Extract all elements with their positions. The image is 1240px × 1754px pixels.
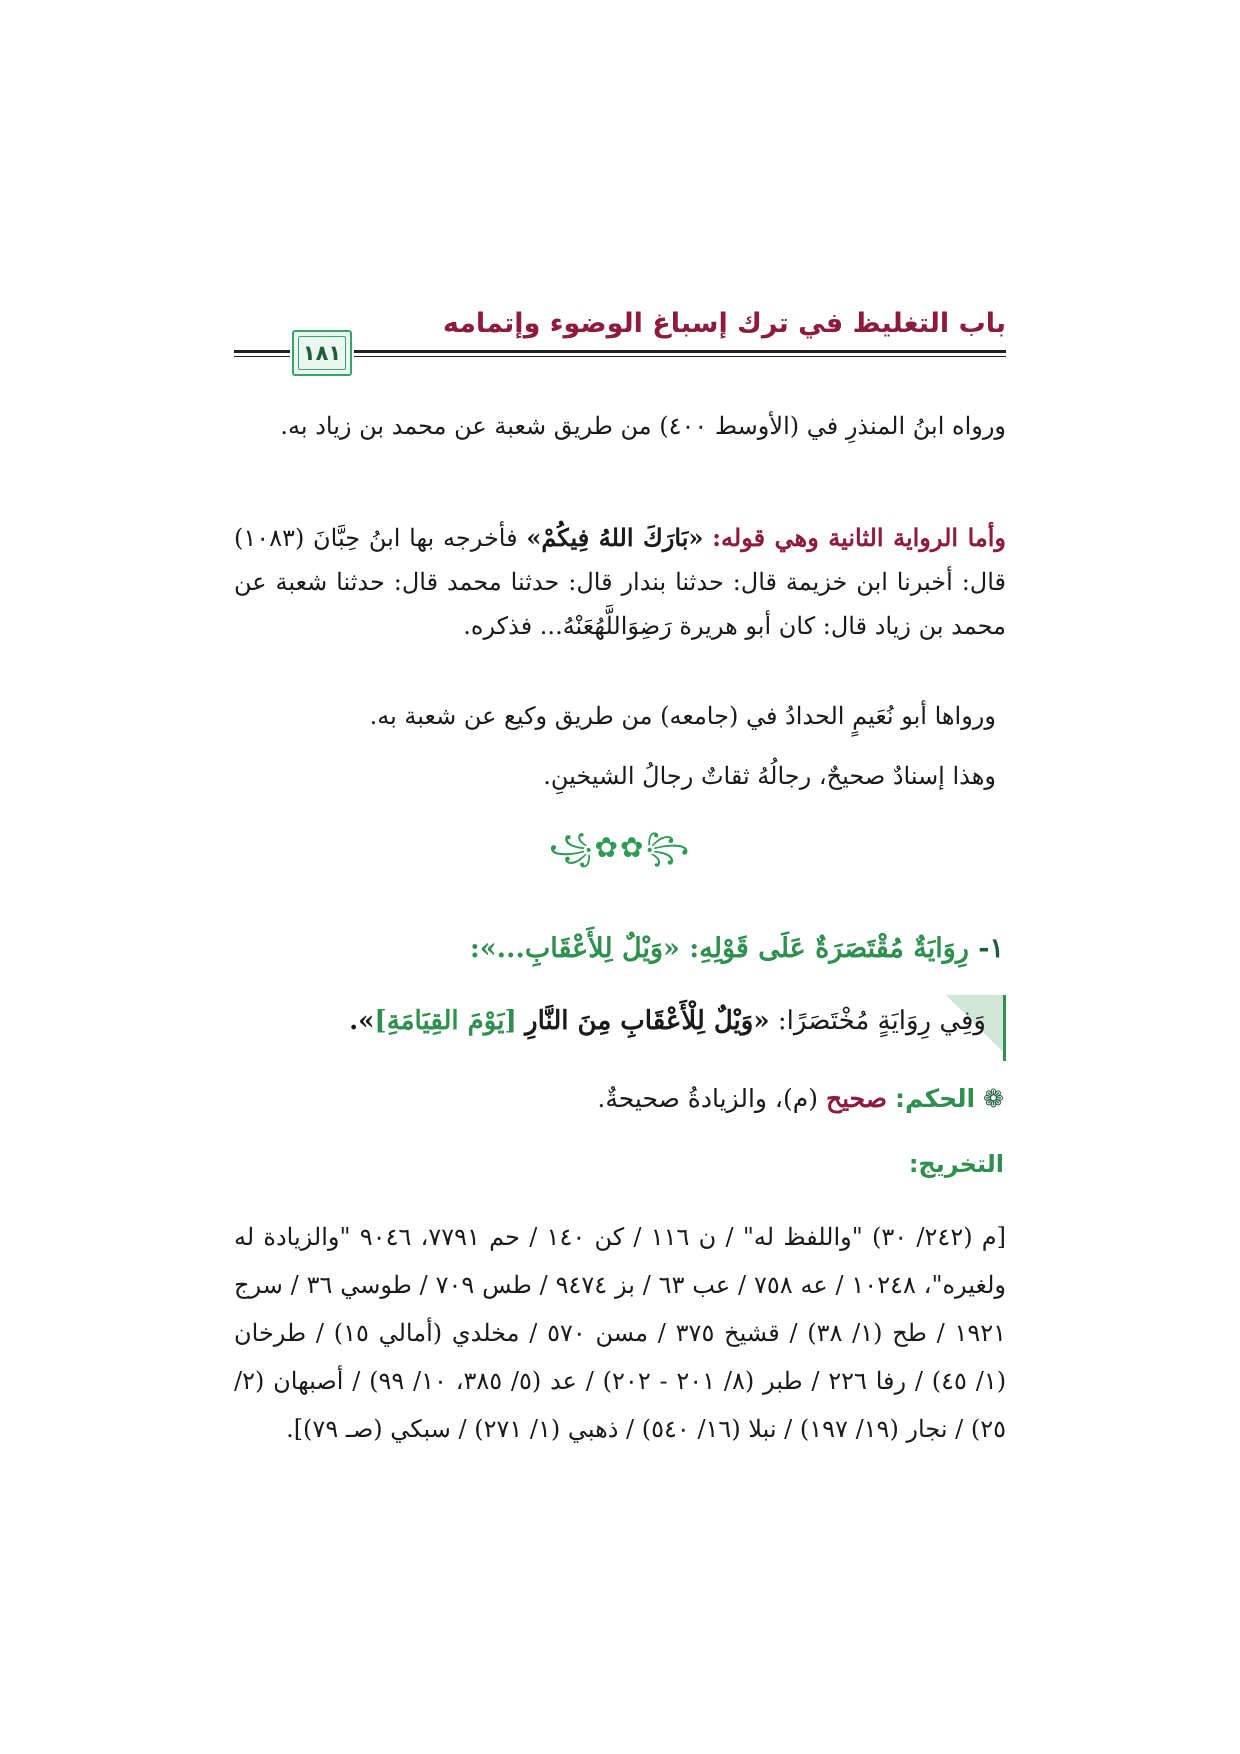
section-title: رِوَايَةٌ مُقْتَصَرَةٌ عَلَى قَوْلِهِ: «وَيْلٌ لِلأَعْقَابِ...»: [469,933,969,964]
running-title: باب التغليظ في ترك إسباغ الوضوء وإتمامه [442,308,1006,339]
page-number-badge [292,330,352,376]
paragraph-2-lead: وأما الرواية الثانية وهي قوله: [712,523,1007,552]
header-rule-left-bottom [234,356,290,357]
quote-prefix: وَفِي رِوَايَةٍ مُخْتَصَرًا: [777,1006,986,1036]
quote-main: «وَيْلٌ لِلْأَعْقَابِ مِنَ النَّارِ [525,1006,770,1036]
paragraph-2-quote: «بَارَكَ اللهُ فِيكُمْ» [526,523,704,552]
paragraph-2-text [234,516,1006,648]
paragraph-1 [234,404,1006,448]
ruling-verdict: صحيح [825,1084,888,1113]
paragraph-3-text: ورواها أبو نُعَيمٍ الحدادُ في (جامعه) من طريق وكيع عن شعبة به. [369,702,996,730]
ruling-rest: (م)، والزيادةُ صحيحةٌ. [597,1084,818,1113]
paragraph-2 [234,516,1006,648]
header-rule-left-top [234,350,290,353]
header-rule-bottom [354,356,1006,357]
paragraph-3 [224,694,996,738]
paragraph-4 [224,754,996,798]
paragraph-2-rest: فأخرجه بها ابنُ حِبَّانَ (١٠٨٣) قال: أخبرنا ابن خزيمة قال: حدثنا بندار قال: حدثنا محمد قال: حدثنا شعبة عن محمد بن زياد قال: كان أبو هريرة رَضِوَاللَّهُعَنْهُ... فذكره. [234,524,1006,640]
quote-close: ». [349,1006,375,1036]
hadith-quote-text [349,1001,986,1041]
takhrij-references [234,1213,1006,1453]
section-heading [470,933,1004,964]
header-rule-top [354,350,1006,353]
quote-side-bar [1003,995,1006,1061]
paragraph-1-text: ورواه ابنُ المنذرِ في (الأوسط ٤٠٠) من طريق شعبة عن محمد بن زياد به. [280,412,1006,440]
section-divider-ornament: ꧁✿✿꧂ [548,831,692,864]
flower-icon: ❁ [983,1084,1004,1113]
paragraph-4-text: وهذا إسنادٌ صحيحٌ، رجالُهُ ثقاتٌ رجالُ الشيخينِ. [543,762,996,790]
quote-addition: [يَوْمَ القِيَامَةِ] [374,1006,517,1036]
section-number: ١- [978,933,1004,964]
ruling-line [597,1084,1004,1113]
takhrij-heading: التخريج: [908,1150,1004,1178]
hadith-quote-box [234,995,1006,1069]
page-number: ١٨١ [302,341,342,365]
ruling-label: الحكم: [894,1084,976,1113]
takhrij-text: [م (٢٤٢/ ٣٠) "واللفظ له" / ن ١١٦ / كن ١٤٠ / حم ٧٧٩١، ٩٠٤٦ "والزيادة له ولغيره"، ١٠٢٤٨ / عه ٧٥٨ / عب ٦٣ / بز ٩٤٧٤ / طس ٧٠٩ / طوسي ٣٦ / سرج ١٩٢١ / طح (١/ ٣٨) / قشيخ ٣٧٥ / مسن ٥٧٠ / مخلدي (أمالي ١٥) / طرخان (١/ ٤٥) / رفا ٢٢٦ / طبر (٨/ ٢٠١ - ٢٠٢) / عد (٥/ ٣٨٥، ١٠/ ٩٩) / أصبهان (٢/ ٢٥) / نجار (١٩/ ١٩٧) / نبلا (١٦/ ٥٤٠) / ذهبي (١/ ٢٧١) / سبكي (صـ ٧٩)]. [234,1223,1007,1443]
